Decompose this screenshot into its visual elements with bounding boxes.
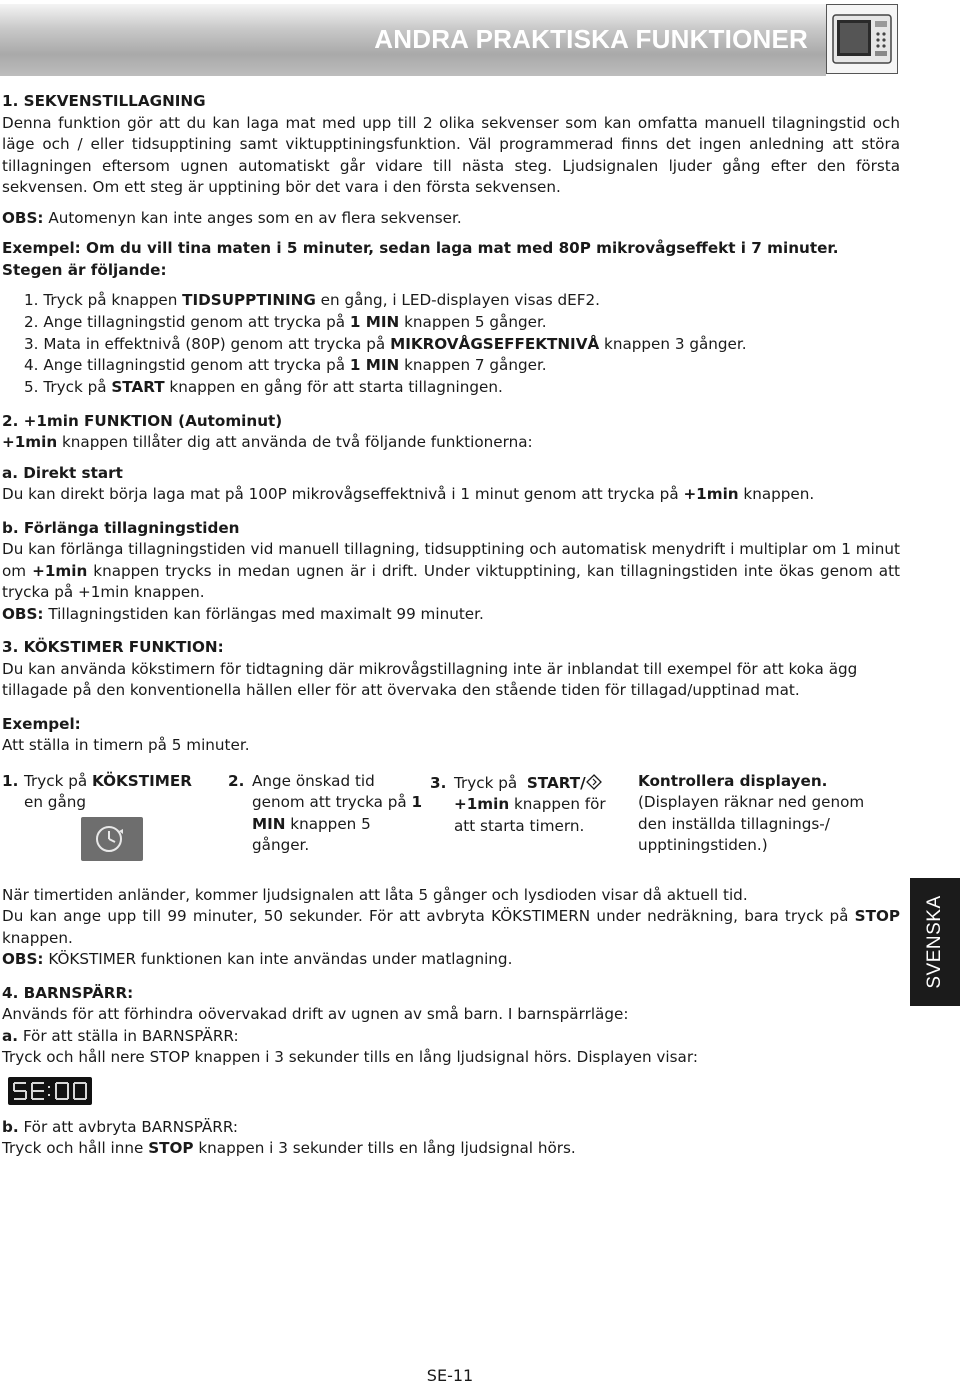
timer-steps: 1. Tryck på KÖKSTIMER en gång 2. Ange önskad tid genom att trycka på 1 MIN knappen 5 gånger. 3. Tryck på START/ +1min knappen för att starta timern. Kontrollera displayen. (Displayen räknar ned genom den inställda tillagnings-/ upptiningstiden.) — [2, 771, 900, 871]
child-lock-display-icon — [8, 1077, 92, 1105]
led-display — [8, 1077, 92, 1105]
language-tab — [910, 878, 960, 1006]
section-1-steps — [24, 290, 900, 399]
section-2-note: OBS: Tillagningstiden kan förlängas med maximalt 99 minuter. — [2, 604, 484, 623]
section-4a-heading: a. För att ställa in BARNSPÄRR: — [2, 1026, 239, 1045]
page-number: SE-11 — [426, 1366, 474, 1385]
section-2-heading: 2. +1min FUNKTION (Autominut) — [2, 411, 283, 430]
section-4b-paragraph: Tryck och håll inne STOP knappen i 3 sekunder tills en lång ljudsignal hörs. — [2, 1139, 576, 1158]
list-item: 3. Mata in effektnivå (80P) genom att trycka på MIKROVÅGSEFFEKTNIVÅ knappen 3 gånger. — [24, 334, 747, 353]
microwave-icon — [826, 4, 898, 74]
list-item: 4. Ange tillagningstid genom att trycka på 1 MIN knappen 7 gånger. — [24, 356, 547, 375]
section-3-after-1: När timertiden anländer, kommer ljudsignalen att låta 5 gånger och lysdioden visar då aktuell tid. — [2, 885, 748, 904]
list-item: 5. Tryck på START knappen en gång för att starta tillagningen. — [24, 378, 503, 397]
start-diamond-icon — [586, 774, 602, 790]
section-4b-heading: b. För att avbryta BARNSPÄRR: — [2, 1117, 239, 1136]
page-header — [0, 4, 826, 76]
list-item: 2. Ange tillagningstid genom att trycka på 1 MIN knappen 5 gånger. — [24, 312, 547, 331]
section-4-paragraph: Används för att förhindra oövervakad drift av ugnen av små barn. I barnspärrläge: — [2, 1005, 629, 1024]
section-3-paragraph: Du kan använda kökstimern för tidtagning där mikrovågstillagning inte är inblandat till exempel för att koka ägg tillagade på den konventionella hällen eller för att övervaka den stående tiden för tillagad/upptinad mat. — [2, 659, 858, 700]
document-body — [2, 91, 900, 1160]
timer-icon — [81, 817, 143, 861]
section-4-heading: 4. BARNSPÄRR: — [2, 983, 134, 1002]
section-1-note: OBS: Automenyn kan inte anges som en av flera sekvenser. — [2, 208, 462, 227]
section-2a-paragraph: Du kan direkt börja laga mat på 100P mikrovågseffektnivå i 1 minut genom att trycka på +1min knappen. — [2, 485, 815, 504]
language-tab-label: SVENSKA — [924, 895, 945, 989]
kitchen-timer-button[interactable] — [81, 817, 143, 861]
section-2a-heading: a. Direkt start — [2, 463, 123, 482]
section-2-intro: +1min knappen tillåter dig att använda de två följande funktionerna: — [2, 433, 533, 452]
section-1-paragraph: Denna funktion gör att du kan laga mat med upp till 2 olika sekvenser som kan omfatta manuell tilagningstid och läge och / eller tidsupptining samt viktupptiningsfunktion. Väl programmerad finns det ingen anledning att störa tillagningen eftersom ugnen automatiskt går vidare till nästa steg. Ljudsignalen ljuder gång efter den första sekvensen. Om ett steg är upptining bör det vara i den första sekvensen. — [2, 113, 900, 196]
section-3-note: OBS: KÖKSTIMER funktionen kan inte användas under matlagning. — [2, 950, 513, 969]
section-2b-heading: b. Förlänga tillagningstiden — [2, 518, 240, 537]
section-3-after-2: Du kan ange upp till 99 minuter, 50 sekunder. För att avbryta KÖKSTIMERN under nedräkning, bara tryck på STOP knappen. — [2, 907, 900, 947]
section-3-heading: 3. KÖKSTIMER FUNKTION: — [2, 638, 224, 657]
section-1-example: Exempel: Om du vill tina maten i 5 minuter, sedan laga mat med 80P mikrovågseffekt i 7 minuter. Stegen är följande: — [2, 239, 839, 279]
section-1-heading: 1. SEKVENSTILLAGNING — [2, 92, 206, 110]
section-3-example-label: Exempel: — [2, 714, 81, 733]
section-3-example-text: Att ställa in timern på 5 minuter. — [2, 736, 250, 755]
page-title: ANDRA PRAKTISKA FUNKTIONER — [374, 24, 808, 54]
list-item: 1. Tryck på knappen TIDSUPPTINING en gång, i LED-displayen visas dEF2. — [24, 291, 600, 309]
section-2b-paragraph: Du kan förlänga tillagningstiden vid manuell tillagning, tidsupptining och automatisk menydrift i multiplar om 1 minut om +1min knappen trycks in medan ugnen är i drift. Under viktupptining, kan tillagningstiden inte ökas genom att trycka på +1min knappen. — [2, 540, 900, 602]
section-4a-paragraph: Tryck och håll nere STOP knappen i 3 sekunder tills en lång ljudsignal hörs. Displayen visar: — [2, 1048, 698, 1067]
